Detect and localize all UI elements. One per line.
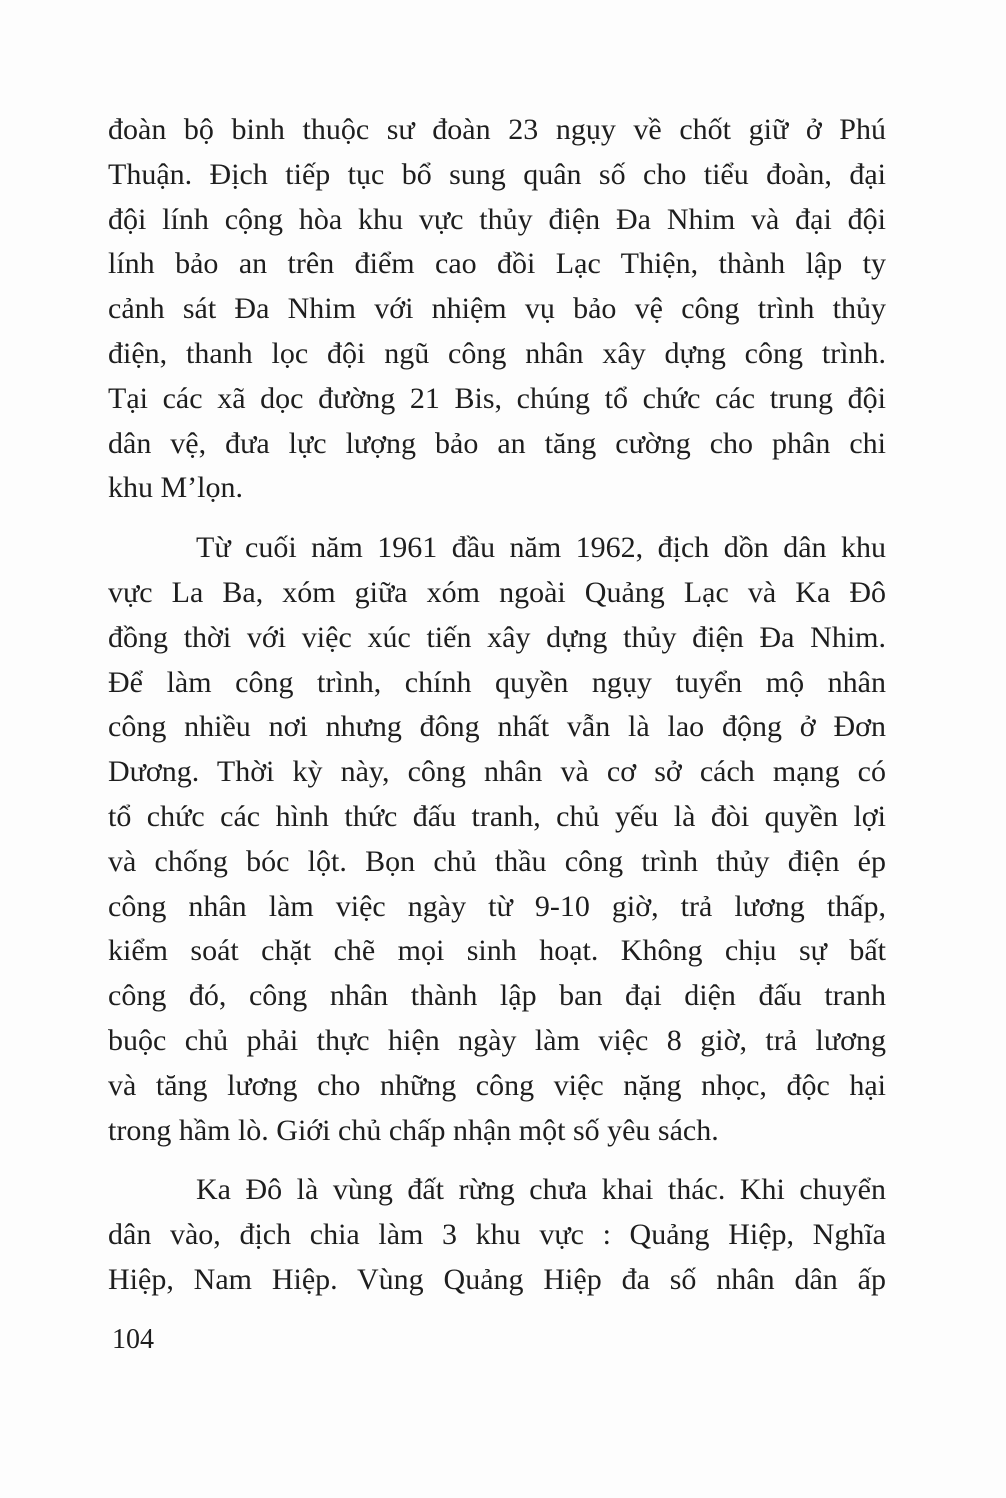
text-line: đội lính cộng hòa khu vực thủy điện Đa Nhim và đại đội	[108, 202, 886, 236]
text-line: vực La Ba, xóm giữa xóm ngoài Quảng Lạc và Ka Đô	[108, 575, 886, 609]
text-line: khu M’lọn.	[108, 471, 243, 505]
text-line: đồng thời với việc xúc tiến xây dựng thủy điện Đa Nhim.	[108, 620, 886, 654]
text-line: dân vệ, đưa lực lượng bảo an tăng cường cho phân chi	[108, 426, 886, 460]
text-line: và tăng lương cho những công việc nặng nhọc, độc hại	[108, 1068, 886, 1102]
text-line: công nhiều nơi nhưng đông nhất vẫn là lao động ở Đơn	[108, 710, 886, 744]
text-line: buộc chủ phải thực hiện ngày làm việc 8 giờ, trả lương	[108, 1023, 886, 1057]
body-text	[108, 108, 886, 1303]
text-line: đoàn bộ binh thuộc sư đoàn 23 ngụy về chốt giữ ở Phú	[108, 113, 886, 146]
text-line: điện, thanh lọc đội ngũ công nhân xây dựng công trình.	[108, 336, 886, 370]
text-line: tổ chức các hình thức đấu tranh, chủ yếu là đòi quyền lợi	[108, 799, 886, 833]
paragraph-gap	[108, 511, 886, 526]
text-line: Tại các xã dọc đường 21 Bis, chúng tổ chức các trung đội	[108, 381, 886, 415]
text-line: kiểm soát chặt chẽ mọi sinh hoạt. Không chịu sự bất	[108, 934, 886, 968]
text-line: Để làm công trình, chính quyền ngụy tuyển mộ nhân	[108, 665, 886, 699]
text-line: và chống bóc lột. Bọn chủ thầu công trình thủy điện ép	[108, 844, 886, 878]
text-line: Hiệp, Nam Hiệp. Vùng Quảng Hiệp đa số nhân dân ấp	[108, 1262, 886, 1296]
text-line: công nhân làm việc ngày từ 9-10 giờ, trả lương thấp,	[108, 889, 886, 923]
text-line: lính bảo an trên điểm cao đồi Lạc Thiện, thành lập ty	[108, 247, 886, 281]
text-line: công đó, công nhân thành lập ban đại diện đấu tranh	[108, 979, 886, 1013]
page-number: 104	[112, 1324, 154, 1355]
text-line: Dương. Thời kỳ này, công nhân và cơ sở cách mạng có	[108, 755, 886, 789]
text-line: Thuận. Địch tiếp tục bổ sung quân số cho tiểu đoàn, đại	[108, 157, 886, 191]
text-line: Từ cuối năm 1961 đầu năm 1962, địch dồn dân khu	[196, 531, 886, 565]
paragraph-gap	[108, 1153, 886, 1168]
text-line: Ka Đô là vùng đất rừng chưa khai thác. Khi chuyển	[196, 1173, 886, 1207]
text-line: dân vào, địch chia làm 3 khu vực : Quảng Hiệp, Nghĩa	[108, 1218, 886, 1252]
text-line: trong hầm lò. Giới chủ chấp nhận một số yêu sách.	[108, 1113, 719, 1147]
text-line: cảnh sát Đa Nhim với nhiệm vụ bảo vệ công trình thủy	[108, 292, 886, 326]
